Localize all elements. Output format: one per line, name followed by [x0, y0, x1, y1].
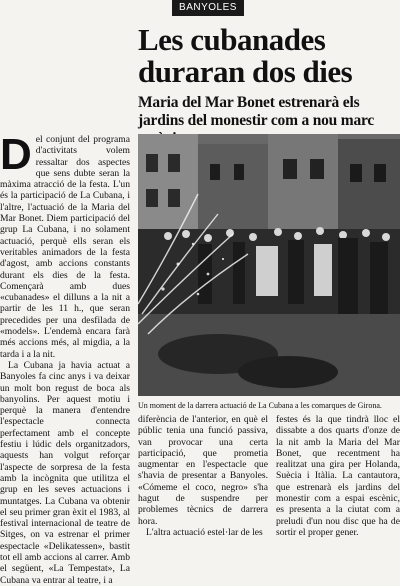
- article-column-2: [138, 414, 268, 538]
- photo-caption: Un moment de la darrera actuació de La Cubana a les comarques de Girona.: [138, 401, 382, 410]
- article-column-3: [276, 414, 400, 538]
- subheadline: Maria del Mar Bonet estrenarà els jardins del monestir com a nou marc: [138, 94, 375, 129]
- event-photo: [138, 134, 400, 396]
- drop-cap: D: [0, 130, 32, 179]
- headline: Les cubanades duraran dos dies: [138, 22, 353, 89]
- article-paragraph: diferència de l'anterior, en què el públic tenia una funció passiva, van provocar una certa participació, que prometia augmentar en l'espectacle que s'havia de presentar a Banyoles. «Cómeme el coco, negro» s'ha hagut de suspendre per problemes tècnics de darrera hora.: [138, 414, 268, 527]
- article-paragraph-lead: el conjunt del programa d'activitats volem ressaltar dos aspectes que sens dubte seran la màxima atracció de la festa. L'un és la participació de La Cubana, i l'altre, l'actuació de la Maria del Mar Bonet. Diem participació del grup La Cubana, i no solament actuació, perquè ells seran els veritables animadors de la festa d'agost, amb accions constants durant els dies de la festa. Començarà amb dues «cubanades» el dilluns a la nit a partir de les 11 h., que seran precedides per una desfilada de «models». L'endemà encara farà més accions més, al migdia, a la tarda i a la nit.: [0, 134, 130, 360]
- article-paragraph: La Cubana ja havia actuat a Banyoles fa cinc anys i va deixar un molt bon regust de boca als banyolins. Per aquest motiu i perquè la manera d'entendre l'espectacle connecta perfectament amb el concepte festiu i lúdic dels organitzadors, aquests han volgut reforçar l'aspecte de sorpresa de la festa amb la incògnita que utilitza el grup en les seves actuacions i muntatges. La Cubana va obtenir el seu primer gran èxit el 1983, al festival internacional de teatre de Sitges, on va estrenar el primer espectacle «Delikatessen», bastit tot ell amb accions al carrer. Amb el següent, «La Tempestat», La Cubana va entrar al teatre, i a: [0, 359, 130, 586]
- article-paragraph: festes és la que tindrà lloc el dissabte a dos quarts d'onze de la nit amb la Maria del Mar Bonet, que recentment ha realitzat una gira per Holanda, Suècia i Itàlia. La cantautora, que estrenarà els jardins del monestir com a espai escènic, es presenta a la ciutat com a preludi d'un nou disc que ha de sortir el proper gener.: [276, 414, 400, 538]
- article-column-1: [0, 130, 130, 586]
- section-tag: BANYOLES: [172, 0, 244, 16]
- article-paragraph: L'altra actuació estel·lar de les: [146, 526, 263, 538]
